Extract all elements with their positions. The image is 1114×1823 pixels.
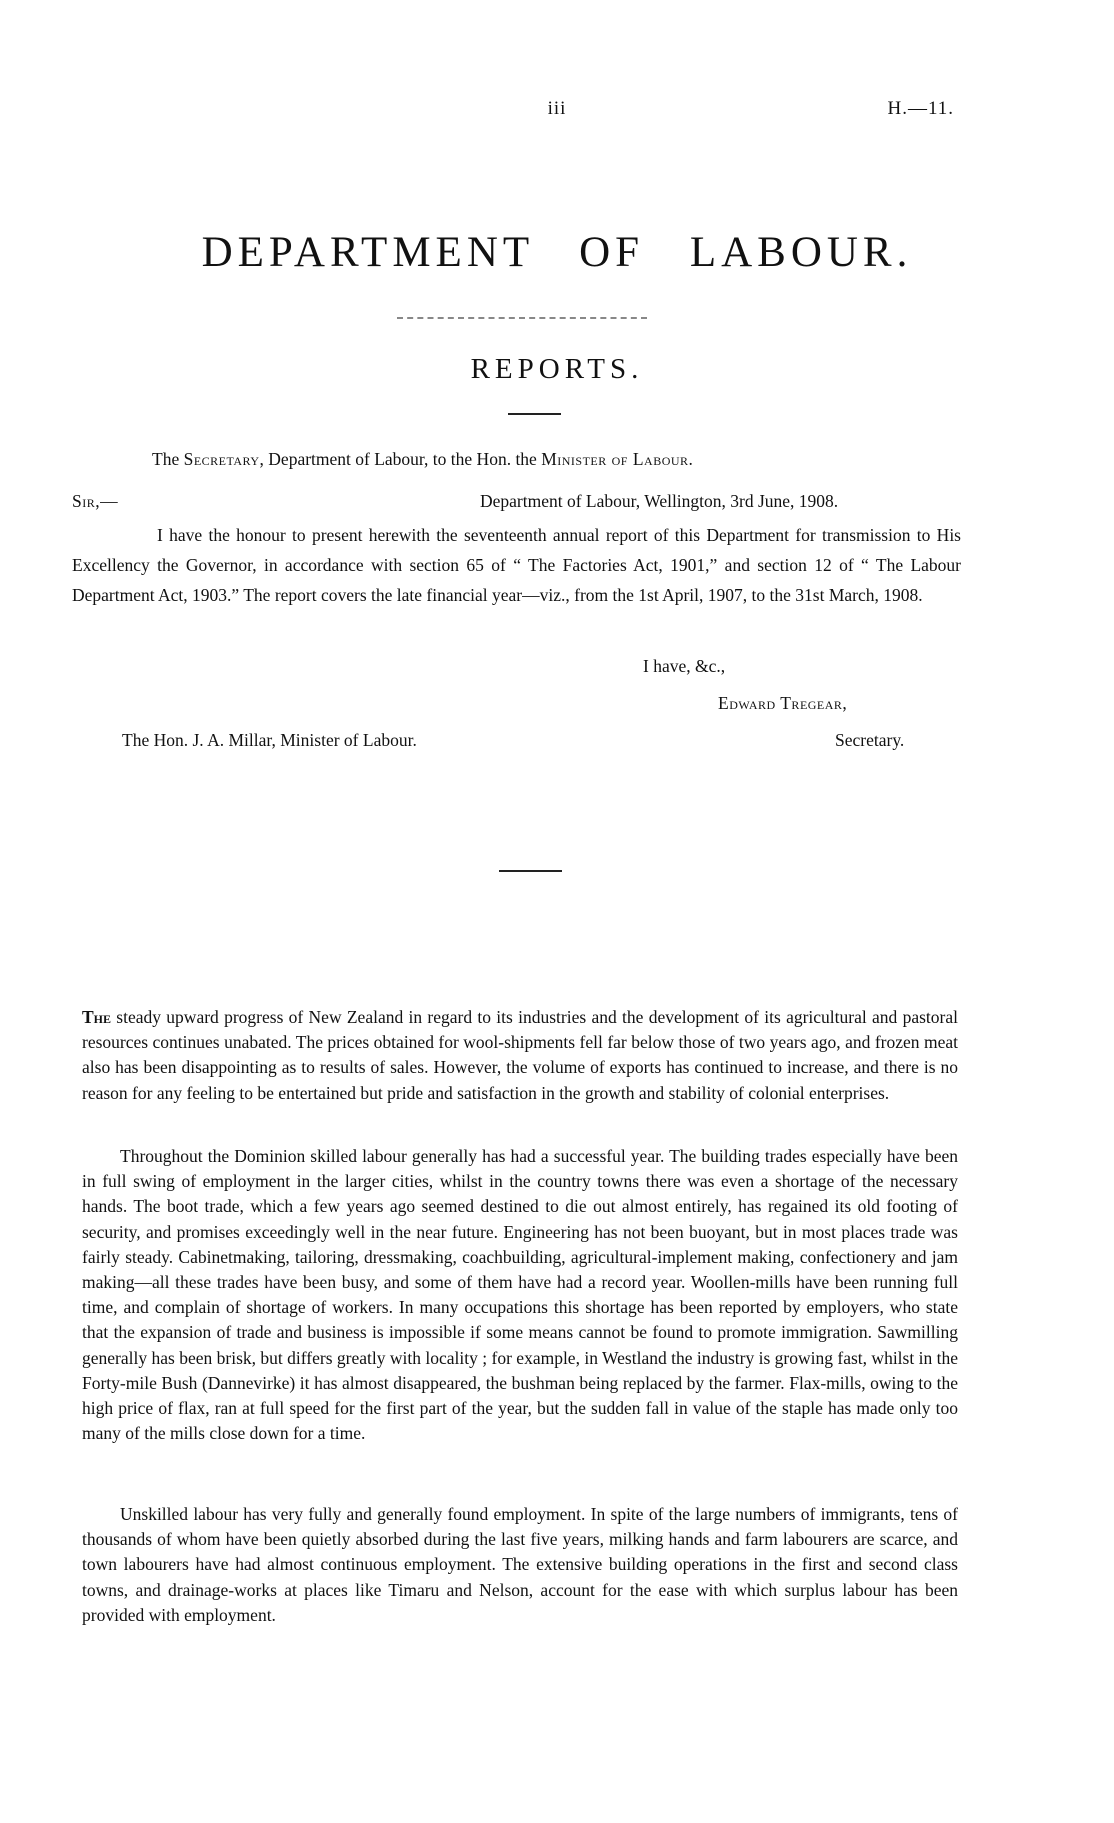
report-paragraph-3	[82, 1502, 958, 1628]
letter-body	[72, 520, 961, 610]
report-paragraph-1-text: steady upward progress of New Zealand in regard to its industries and the development of its agricultural and pastoral resources continues unabated. The prices obtained for wool-shipments fell far below those of two years ago, and frozen meat also has been disappointing as to results of sales. However, the volume of exports has continued to increase, and there is no reason for any feeling to be entertained but pride and satisfaction in the growth and stability of colonial enterprises.	[82, 1007, 958, 1103]
letter-closing: I have, &c.,	[643, 656, 726, 676]
letter-recipient: The Hon. J. A. Millar, Minister of Labour.	[122, 730, 417, 750]
signer-name: Edward Tregear,	[718, 693, 848, 713]
section-subtitle: REPORTS.	[470, 353, 644, 385]
report-paragraph-2-text: Throughout the Dominion skilled labour generally has had a successful year. The building trades especially have been in full swing of employment in the larger cities, whilst in the country towns there was even a shortage of the necessary hands. The boot trade, which a few years ago seemed destined to die out almost entirely, has regained its old footing of security, and promises exceedingly well in the near future. Engineering has not been buoyant, but in most places trade was fairly steady. Cabinetmaking, tailoring, dressmaking, coachbuilding, agricultural-implement making, confectionery and jam making—all these trades have been busy, and some of them have had a record year. Woollen-mills have been running full time, and complain of shortage of workers. In many occupations this shortage has been reported by employers, who state that the expansion of trade and business is impossible if some means cannot be found to promote immigration. Sawmilling generally has been brisk, but differs greatly with locality ; for example, in Westland the industry is growing fast, whilst in the Forty-mile Bush (Dannevirke) it has almost disappeared, the bushman being replaced by the farmer. Flax-mills, owing to the high price of flax, ran at full speed for the first part of the year, but the sudden fall in value of the staple has made only too many of the mills close down for a time.	[82, 1146, 958, 1444]
letter-addressee	[152, 449, 693, 470]
addressee-minister: Minister of Labour	[541, 449, 689, 469]
addressee-end: .	[688, 449, 693, 469]
addressee-prefix: The	[152, 449, 180, 469]
addressee-middle: , Department of Labour, to the Hon. the	[259, 449, 537, 469]
addressee-role: Secretary	[183, 449, 260, 469]
page-number: iii	[547, 98, 567, 119]
subtitle-divider	[508, 413, 561, 415]
report-paragraph-1	[82, 1005, 958, 1106]
dateline: Department of Labour, Wellington, 3rd June, 1908.	[480, 491, 839, 511]
document-code: H.—11.	[887, 98, 954, 119]
salutation: Sir,—	[72, 491, 119, 511]
signer-title: Secretary.	[835, 730, 905, 750]
title-divider	[397, 317, 647, 319]
letter-body-text: I have the honour to present herewith the seventeenth annual report of this Department for transmission to His Excellency the Governor, in accordance with section 65 of “ The Factories Act, 1901,” and section 12 of “ The Labour Department Act, 1903.” The report covers the late financial year—viz., from the 1st April, 1907, to the 31st March, 1908.	[72, 525, 961, 605]
report-lead-word: The	[82, 1007, 112, 1027]
section-divider	[499, 870, 562, 872]
report-paragraph-3-text: Unskilled labour has very fully and generally found employment. In spite of the large numbers of immigrants, tens of thousands of whom have been quietly absorbed during the last five years, milking hands and farm labourers are scarce, and town labourers have had almost continuous employment. The extensive building operations in the first and second class towns, and drainage-works at places like Timaru and Nelson, account for the ease with which surplus labour has been provided with employment.	[82, 1504, 958, 1625]
report-paragraph-2	[82, 1144, 958, 1446]
page-title: DEPARTMENT OF LABOUR.	[201, 229, 913, 276]
